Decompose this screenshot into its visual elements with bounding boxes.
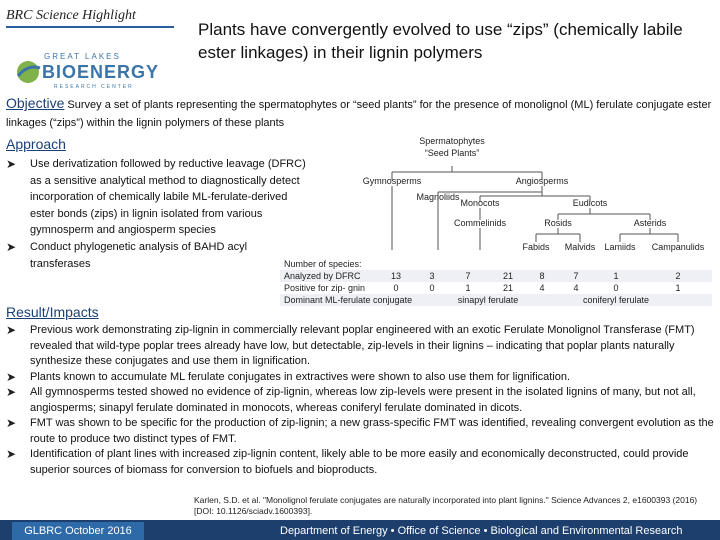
arrow-bullet-icon: ➤ xyxy=(6,385,17,399)
arrow-bullet-icon: ➤ xyxy=(6,239,17,254)
analyzed-value: 8 xyxy=(539,271,545,281)
approach-item-text: Use derivatization followed by reductive leavage (DFRC) as a sensitive analytical method to diagnostically detect incorporation of chemically labile ML-ferulate-derived ester bonds (zips) in lignin isolated from various gymnosperm and angiosperm species xyxy=(30,158,306,237)
row-label-positive: Positive for zip- gnin xyxy=(284,283,366,293)
result-item-text: Previous work demonstrating zip-lignin in commercially relevant poplar engineered with an exotic Ferulate Monolignol Transferase (FMT) revealed that wild-type poplar trees already have low, but detectable, zip-levels in their lignins – indicating that poplar plants naturally synthesize these conjugates and use them in lignification. xyxy=(30,324,695,367)
list-item xyxy=(6,385,714,416)
result-item-text: All gymnosperms tested showed no evidence of zip-lignin, whereas low zip-levels were present in the isolated lignins of many, but not all, angiosperms; sinapyl ferulate dominated in monocots, whereas coniferyl ferulate dominated in dicots. xyxy=(30,386,696,414)
citation xyxy=(194,495,714,517)
logo-line-2: BIOENERGY xyxy=(42,62,160,82)
label-eudicots: Eudicots xyxy=(572,198,608,208)
row-label-dominant: Dominant ML-ferulate conjugate xyxy=(284,295,413,305)
dominant-dicots: coniferyl ferulate xyxy=(582,295,650,305)
positive-value: 0 xyxy=(429,283,435,293)
label-campanulids: Campanulids xyxy=(651,242,705,252)
header-divider xyxy=(6,26,174,28)
positive-value: 21 xyxy=(502,283,514,293)
list-item xyxy=(6,323,714,370)
arrow-bullet-icon: ➤ xyxy=(6,447,17,461)
footer-agency-text: Department of Energy • Office of Science • Biological and Environmental Research xyxy=(280,525,683,537)
objective-heading: Objective xyxy=(6,95,65,111)
label-monocots: Monocots xyxy=(460,198,500,208)
positive-value: 0 xyxy=(613,283,619,293)
phylogeny-figure xyxy=(280,134,712,310)
analyzed-value: 1 xyxy=(613,271,619,281)
footer-date-badge: GLBRC October 2016 xyxy=(12,522,144,540)
analyzed-value: 2 xyxy=(675,271,681,281)
glbrc-logo xyxy=(14,50,164,95)
label-commelinids: Commelinids xyxy=(453,218,507,228)
science-highlight-tag: BRC Science Highlight xyxy=(6,8,136,23)
list-item xyxy=(6,447,714,478)
approach-item-text: Conduct phylogenetic analysis of BAHD acyl transferases xyxy=(30,240,248,270)
result-item-text: FMT was shown to be specific for the production of zip-lignin; a new grass-specific FMT was identified, revealing convergent evolution as the route to produce two distinct types of FMT. xyxy=(30,417,714,445)
logo-leaf-icon xyxy=(14,58,42,86)
positive-value: 4 xyxy=(573,283,579,293)
positive-value: 4 xyxy=(539,283,545,293)
result-item-text: Identification of plant lines with increased zip-lignin content, likely able to be more easily and economically deconstructed, could provide superior sources of biomass for conversion to biofuels and bioproducts. xyxy=(30,448,689,476)
results-heading: Result/Impacts xyxy=(6,304,99,320)
list-item xyxy=(6,239,306,272)
objective-text: Survey a set of plants representing the spermatophytes or “seed plants” for the presence of monolignol (ML) ferulate conjugate ester linkages (“zips”) within the lignin polymers of these plants xyxy=(6,99,712,129)
page-title: Plants have convergently evolved to use “zips” (chemically labile ester linkages) in their lignin polymers xyxy=(198,20,683,62)
approach-heading: Approach xyxy=(6,136,66,152)
citation-line-2: [DOI: 10.1126/sciadv.1600393]. xyxy=(194,506,313,516)
figure-title-1: Spermatophytes xyxy=(419,136,485,146)
list-item xyxy=(6,416,714,447)
results-list xyxy=(6,323,714,478)
analyzed-value: 13 xyxy=(390,271,402,281)
figure-title-2: “Seed Plants” xyxy=(424,148,480,158)
list-item xyxy=(6,370,714,386)
logo-line-1: GREAT LAKES xyxy=(44,52,121,61)
label-asterids: Asterids xyxy=(633,218,667,228)
analyzed-value: 7 xyxy=(465,271,471,281)
analyzed-value: 3 xyxy=(429,271,435,281)
label-magnoliids: Magnoliids xyxy=(416,192,460,202)
arrow-bullet-icon: ➤ xyxy=(6,323,17,337)
positive-value: 0 xyxy=(393,283,399,293)
label-lamiids: Lamiids xyxy=(604,242,636,252)
dominant-monocots: sinapyl ferulate xyxy=(457,295,519,305)
analyzed-value: 21 xyxy=(502,271,514,281)
row-label-analyzed: Analyzed by DFRC xyxy=(284,271,361,281)
label-fabids: Fabids xyxy=(522,242,550,252)
row-label-species: Number of species: xyxy=(284,259,362,269)
analyzed-value: 7 xyxy=(573,271,579,281)
label-malvids: Malvids xyxy=(564,242,596,252)
result-item-text: Plants known to accumulate ML ferulate conjugates in extractives were shown to also use them for lignification. xyxy=(30,370,571,383)
label-rosids: Rosids xyxy=(544,218,572,228)
positive-value: 1 xyxy=(465,283,471,293)
logo-line-3: RESEARCH CENTER xyxy=(54,84,134,90)
positive-value: 1 xyxy=(675,283,681,293)
list-item xyxy=(6,156,306,239)
arrow-bullet-icon: ➤ xyxy=(6,157,17,171)
arrow-bullet-icon: ➤ xyxy=(6,416,17,430)
arrow-bullet-icon: ➤ xyxy=(6,369,17,384)
citation-line-1: Karlen, S.D. et al. "Monolignol ferulate conjugates are naturally incorporated into plant lignins." Science Advances 2, e1600393 (2016) xyxy=(194,495,698,505)
approach-list xyxy=(6,156,306,272)
label-gymnosperms: Gymnosperms xyxy=(362,176,422,186)
objective-section xyxy=(6,94,714,132)
label-angiosperms: Angiosperms xyxy=(515,176,569,186)
